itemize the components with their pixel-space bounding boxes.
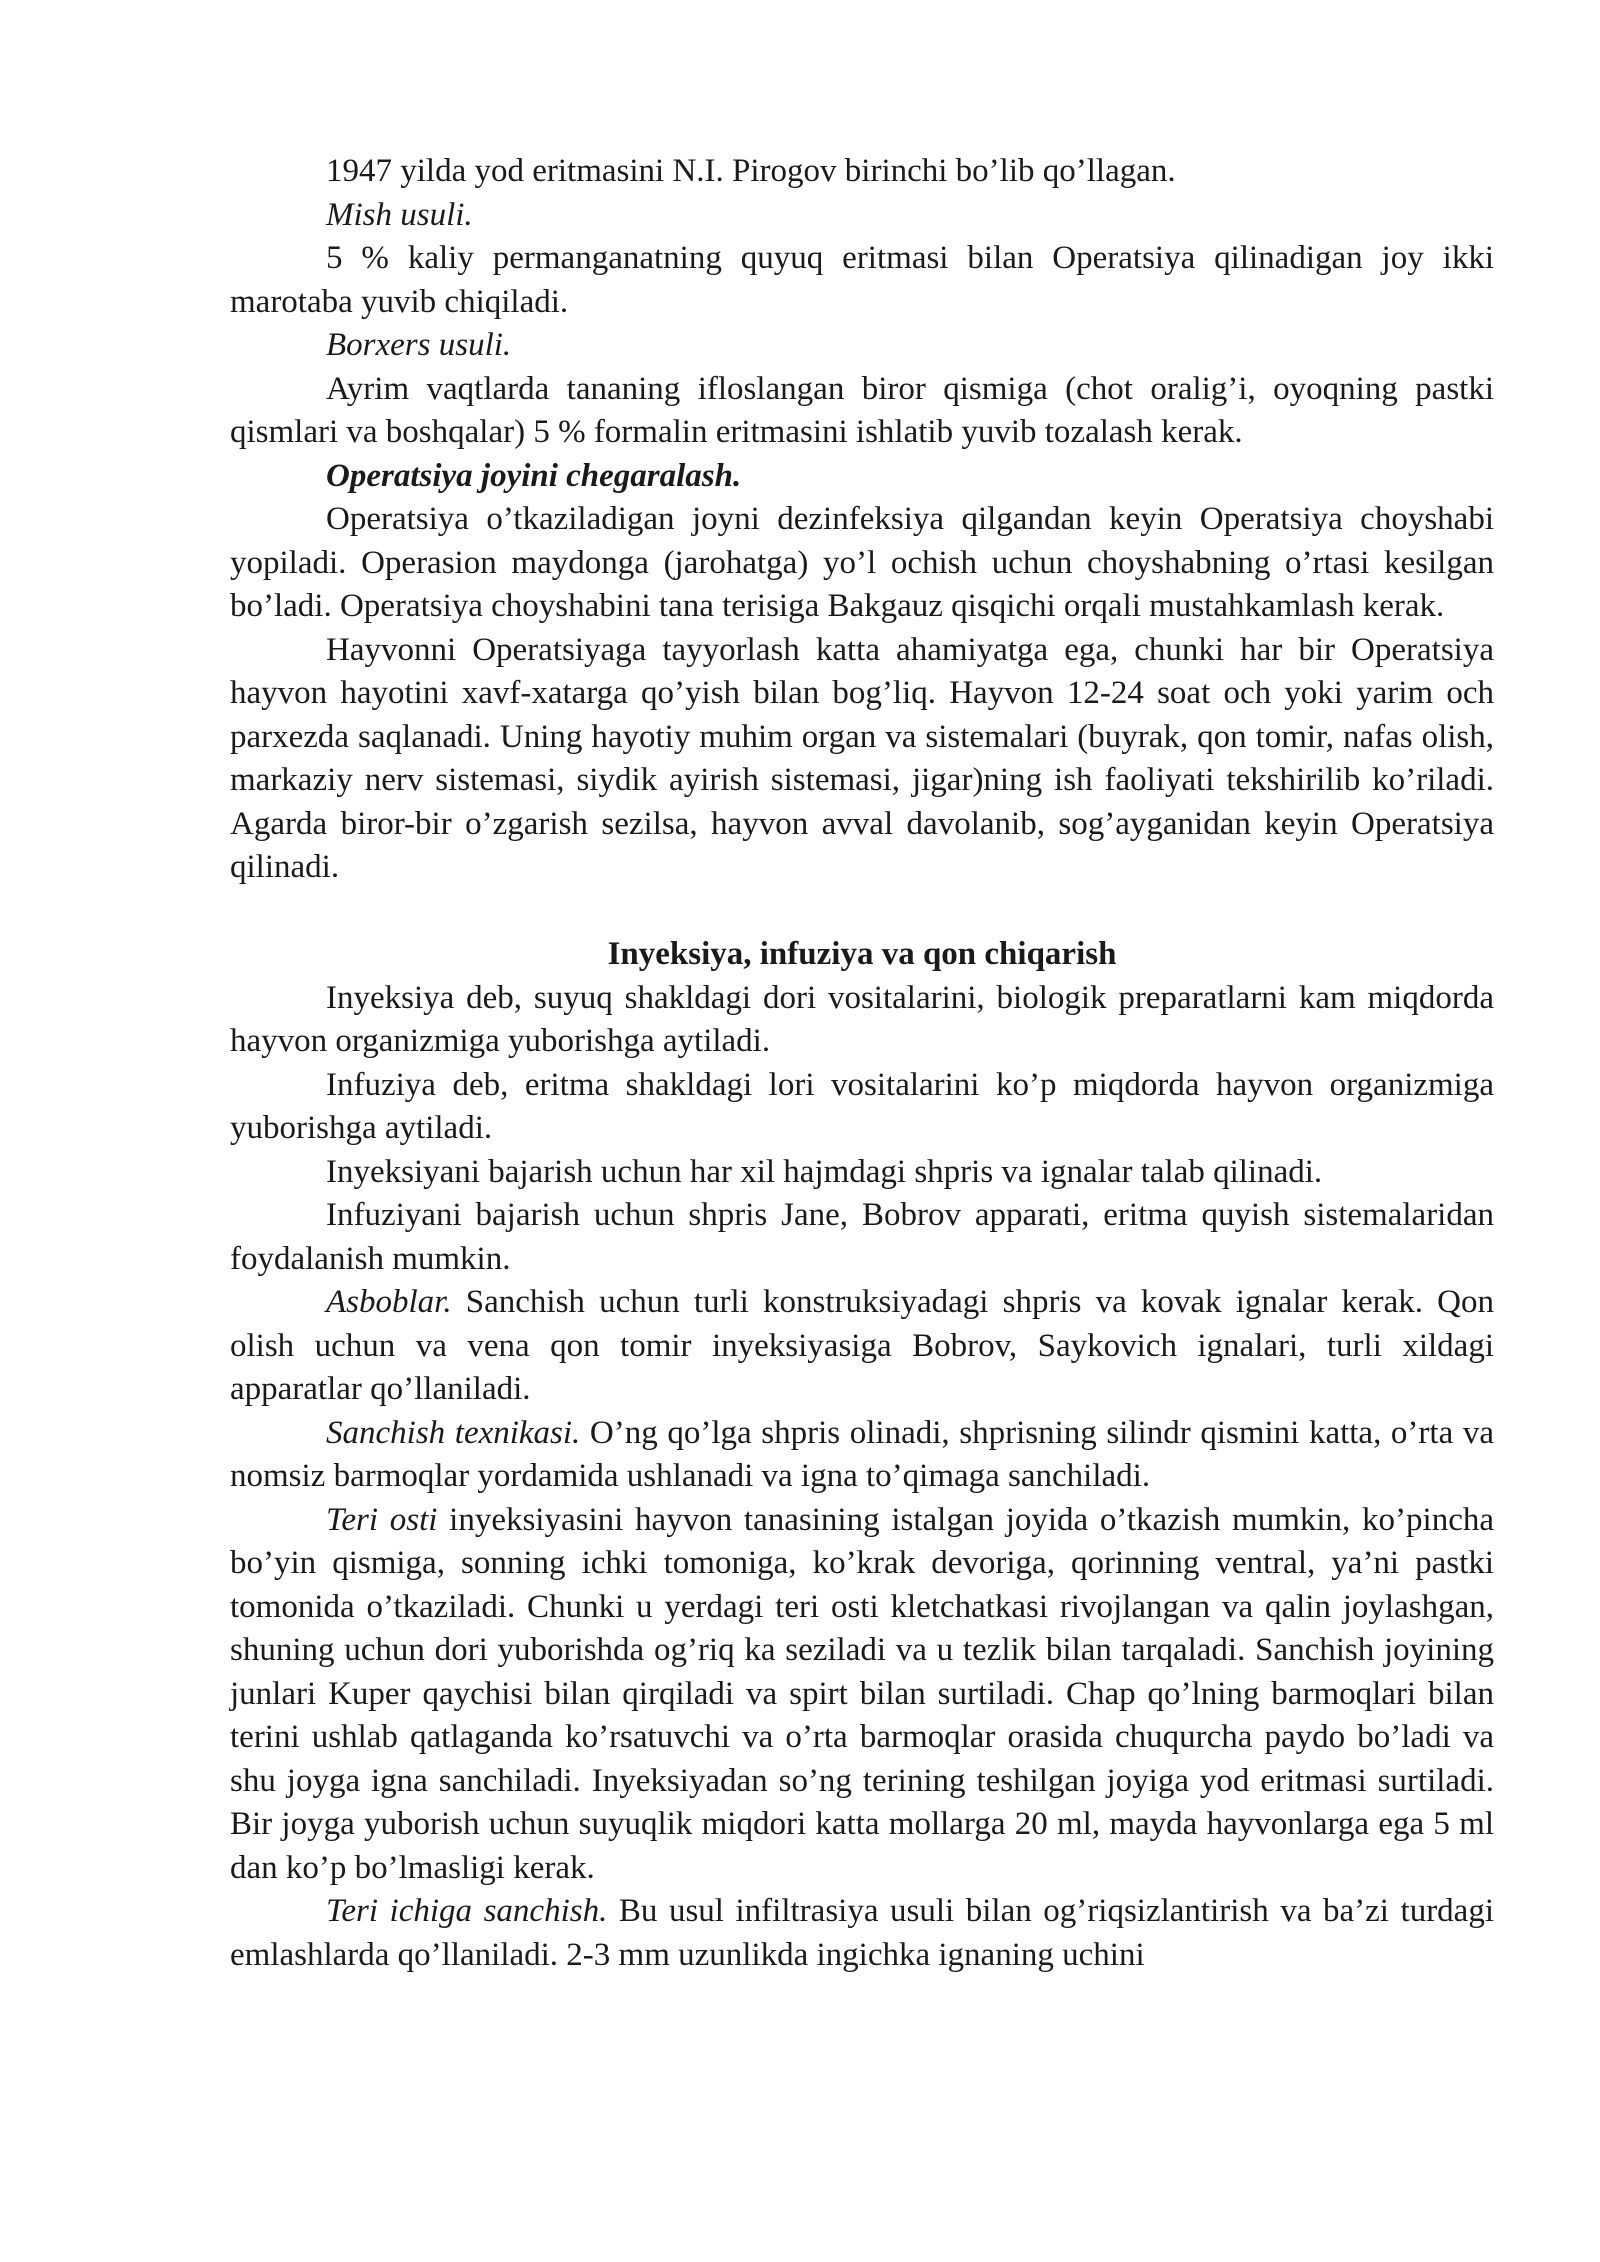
paragraph-infuziya-bajarish: Infuziyani bajarish uchun shpris Jane, Bobrov apparati, eritma quyish sistemalaridan foydalanish mumkin. (230, 1197, 1494, 1277)
section-heading: Inyeksiya, infuziya va qon chiqarish (607, 936, 1117, 972)
teri-osti-text: inyeksiyasini hayvon tanasining istalgan joyida o’tkazish mumkin, ko’pincha bo’yin qismiga, sonning ichki tomoniga, ko’krak devoriga, qorinning ventral, ya’ni pastki tomonida o’tkaziladi. Chunki u yerdagi teri osti kletchatkasi rivojlangan va qalin joylashgan, shuning uchun dori yuborishda og’riq ka seziladi va u tezlik bilan tarqaladi. Sanchish joyining junlari Kuper qaychisi bilan qirqiladi va spirt bilan surtiladi. Chap qo’lning barmoqlari bilan terini ushlab qatlaganda ko’rsatuvchi va o’rta barmoqlar orasida chuqurcha paydo bo’ladi va shu joyga igna sanchiladi. Inyeksiyadan so’ng terining teshilgan joyiga yod eritmasi surtiladi. Bir joyga yuborish uchun suyuqlik miqdori katta mollarga 20 ml, mayda hayvonlarga ega 5 ml dan ko’p bo’lmasligi kerak. (230, 1501, 1494, 1886)
teri-ichiga-lead: Teri ichiga sanchish. (326, 1893, 608, 1929)
paragraph-mish: 5 % kaliy permanganatning quyuq eritmasi bilan Operatsiya qilinadigan joy ikki marotaba yuvib chiqiladi. (230, 240, 1494, 320)
sanchish-text: O’ng qo’lga shpris olinadi, shprisning silindr qismini katta, o’rta va nomsiz barmoqlar yordamida ushlanadi va igna to’qimaga sanchiladi. (230, 1414, 1494, 1494)
asboblar-text: Sanchish uchun turli konstruksiyadagi shpris va kovak ignalar kerak. Qon olish uchun va vena qon tomir inyeksiyasiga Bobrov, Saykovich ignalari, turli xildagi apparatlar qo’llaniladi. (230, 1284, 1494, 1407)
asboblar-lead: Asboblar. (326, 1284, 452, 1320)
paragraph-asboblar (230, 1281, 1494, 1412)
paragraph-infuziya-def: Infuziya deb, eritma shakldagi lori vositalarini ko’p miqdorda hayvon organizmiga yuborishga aytiladi. (230, 1066, 1494, 1146)
sanchish-lead: Sanchish texnikasi. (326, 1414, 581, 1451)
paragraph-tayyorlash: Hayvonni Operatsiyaga tayyorlash katta ahamiyatga ega, chunki har bir Operatsiya hayvon hayotini xavf-xatarga qo’yish bilan bog’liq. Hayvon 12-24 soat och yoki yarim och parxezda saqlanadi. Uning hayotiy muhim organ va sistemalari (buyrak, qon tomir, nafas olish, markaziy nerv sistemasi, siydik ayirish sistemasi, jigar)ning ish faoliyati tekshirilib ko’riladi. Agarda biror-bir o’zgarish sezilsa, hayvon avval davolanib, sog’ayganidan keyin Operatsiya qilinadi. (230, 631, 1494, 885)
paragraph-choyshab: Operatsiya o’tkaziladigan joyni dezinfeksiya qilgandan keyin Operatsiya choyshabi yopiladi. Operasion maydonga (jarohatga) yo’l ochish uchun choyshabning o’rtasi kesilgan bo’ladi. Operatsiya choyshabini tana terisiga Bakgauz qisqichi orqali mustahkamlash kerak. (230, 501, 1494, 624)
teri-osti-lead: Teri osti (326, 1501, 438, 1538)
paragraph-borxers: Ayrim vaqtlarda tananing ifloslangan biror qismiga (chot oralig’i, oyoqning pastki qismlari va boshqalar) 5 % formalin eritmasini ishlatib yuvib tozalash kerak. (230, 370, 1494, 450)
paragraph-inyeksiya-def: Inyeksiya deb, suyuq shakldagi dori vositalarini, biologik preparatlarni kam miqdorda hayvon organizmiga yuborishga aytiladi. (230, 979, 1494, 1059)
subheading-borxers-usuli: Borxers usuli. (326, 327, 512, 363)
document-page (230, 150, 1494, 1977)
teri-ichiga-text: Bu usul infiltrasiya usuli bilan og’riqsizlantirish va ba’zi turdagi emlashlarda qo’llaniladi. 2-3 mm uzunlikda ingichka ignaning uchini (230, 1893, 1494, 1973)
subheading-operatsiya-joyini: Operatsiya joyini chegaralash. (326, 457, 742, 494)
paragraph-pirogov: 1947 yilda yod eritmasini N.I. Pirogov birinchi bo’lib qo’llagan. (326, 153, 1176, 189)
paragraph-sanchish-texnikasi (230, 1412, 1494, 1499)
paragraph-inyeksiya-bajarish: Inyeksiyani bajarish uchun har xil hajmdagi shpris va ignalar talab qilinadi. (326, 1153, 1323, 1190)
subheading-mish-usuli: Mish usuli. (326, 196, 473, 233)
paragraph-teri-osti (230, 1499, 1494, 1891)
paragraph-teri-ichiga (230, 1890, 1494, 1977)
